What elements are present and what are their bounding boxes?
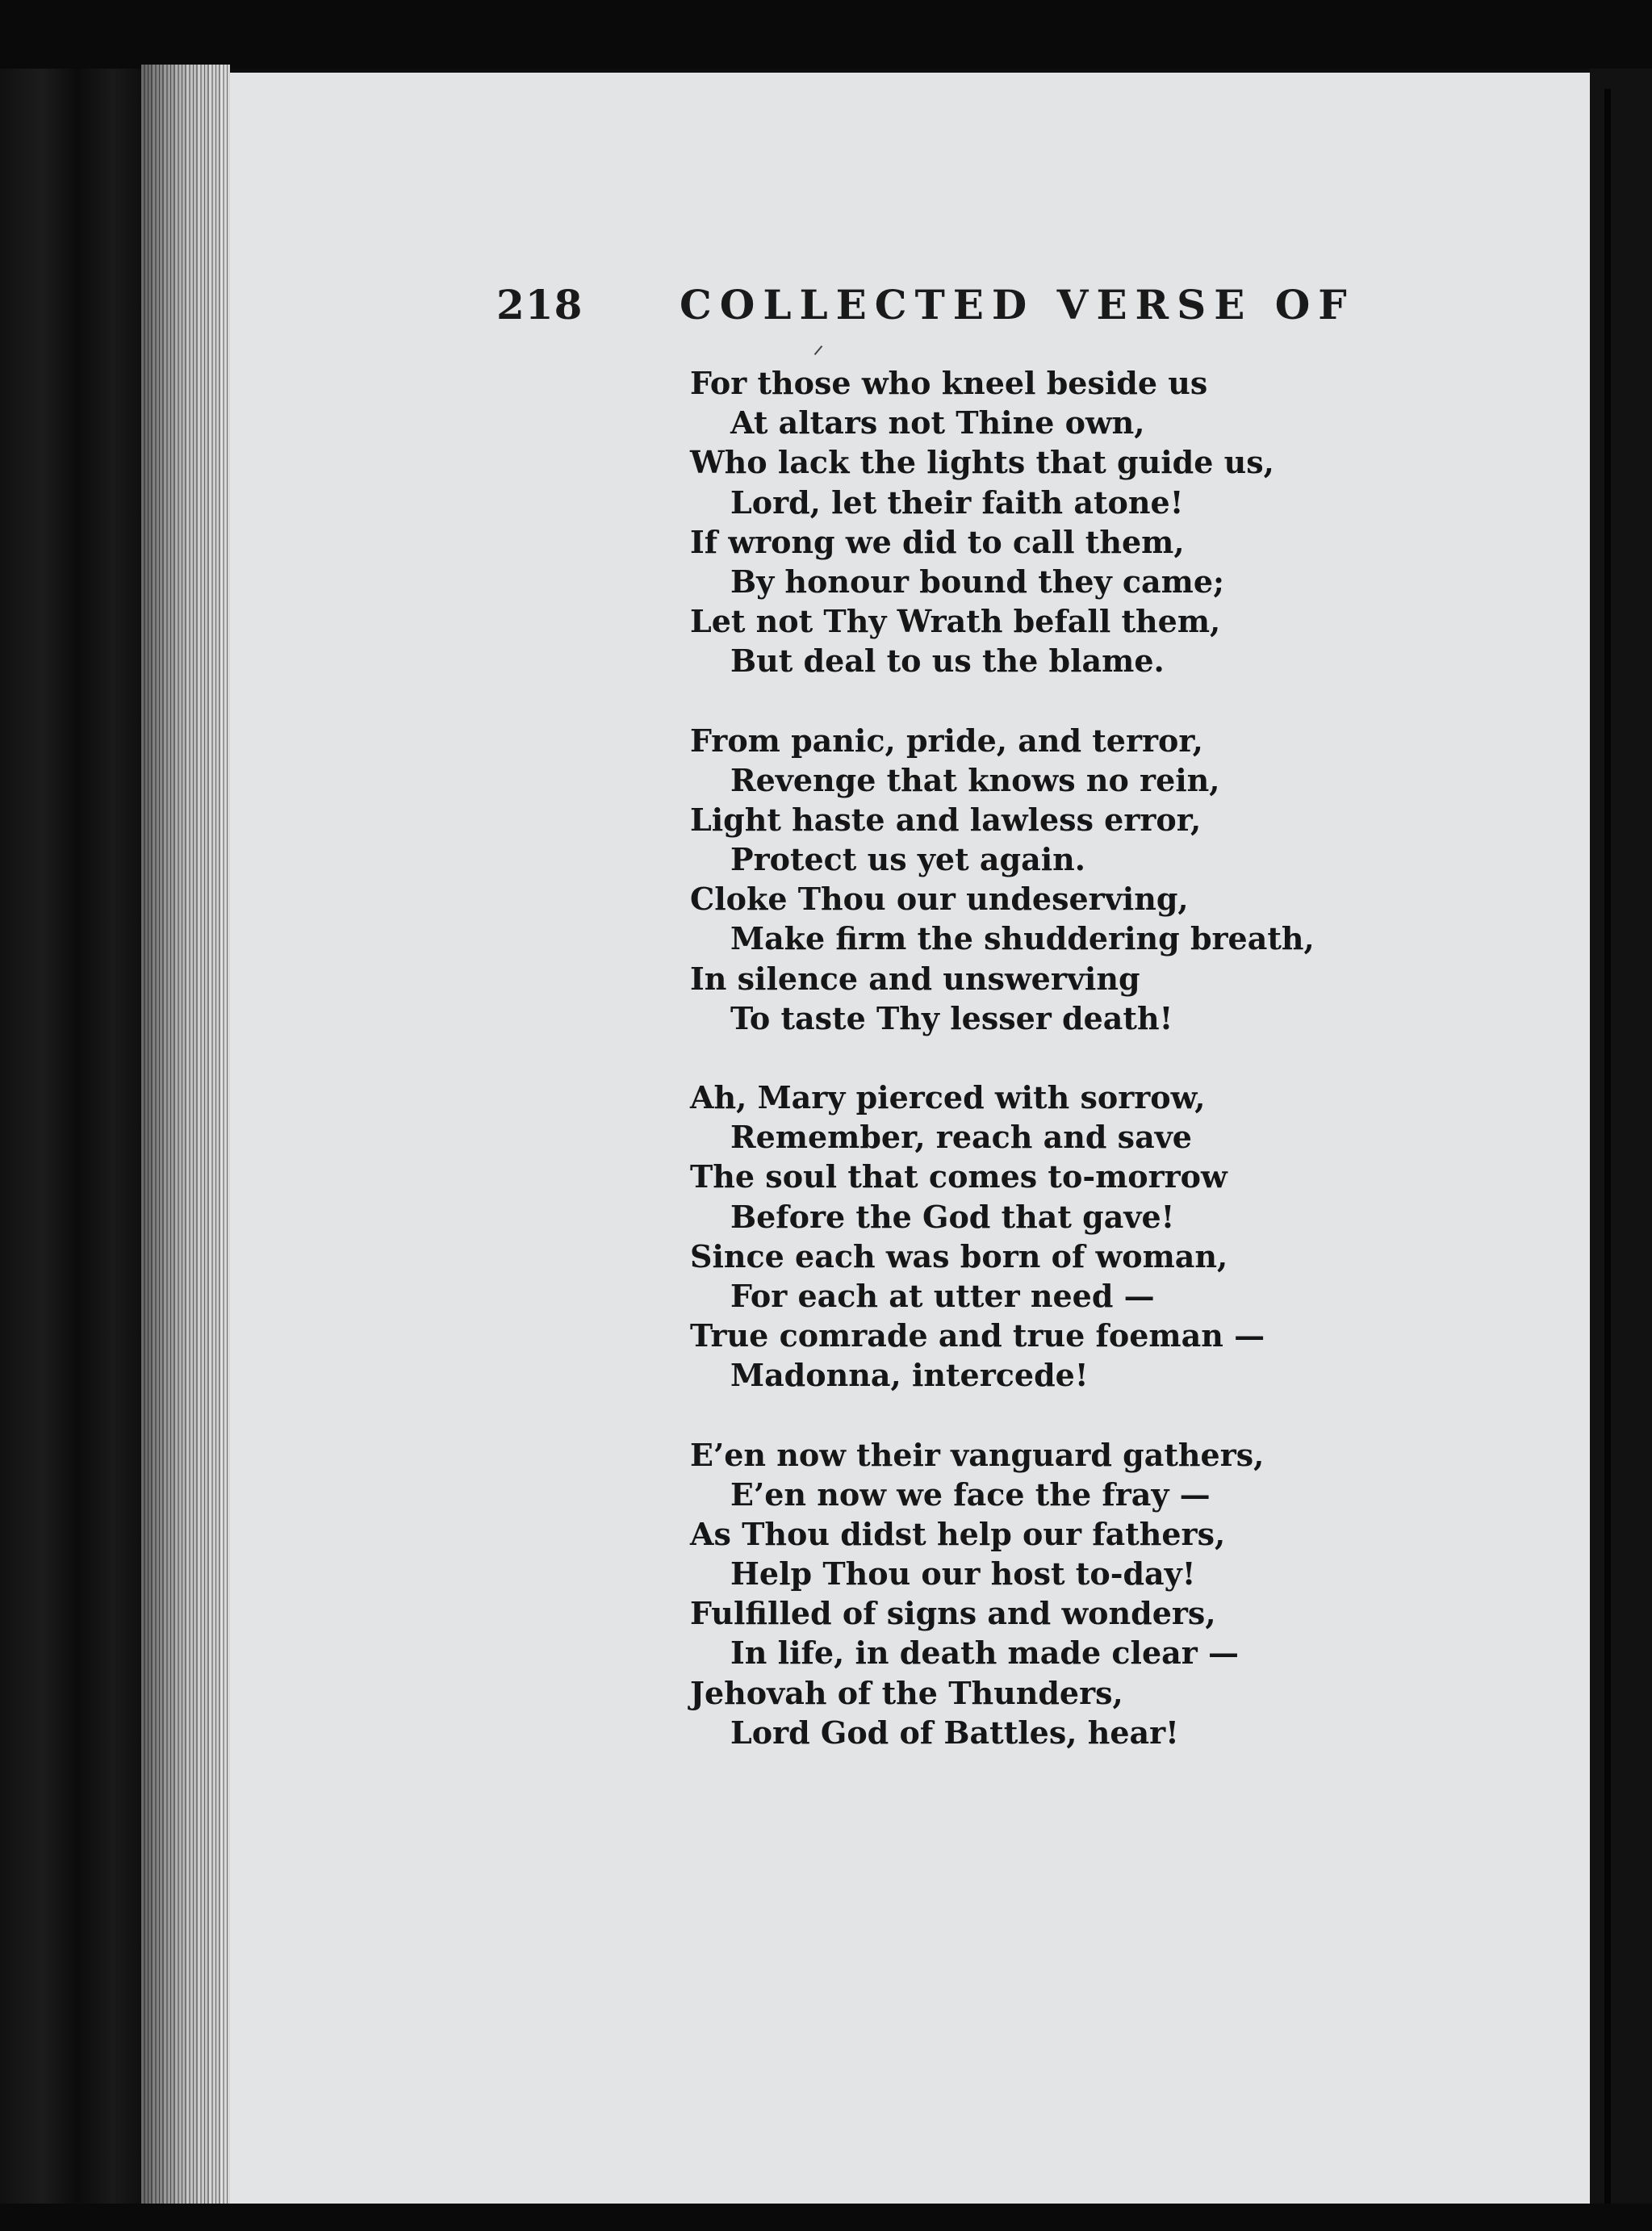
poem-line: In life, in death made clear — xyxy=(730,1635,1239,1672)
poem-line: Fulfilled of signs and wonders, xyxy=(690,1595,1216,1632)
poem-line: To taste Thy lesser death! xyxy=(730,999,1173,1036)
book-gutter-edge xyxy=(1604,89,1611,2204)
poem-line: By honour bound they came; xyxy=(730,563,1225,600)
book-page xyxy=(230,73,1590,2204)
poem-line: In silence and unswerving xyxy=(690,960,1140,997)
poem-body xyxy=(690,363,1578,1792)
poem-line: Make firm the shuddering breath, xyxy=(730,920,1315,957)
poem-line: Light haste and lawless error, xyxy=(690,801,1202,838)
poem-line: Who lack the lights that guide us, xyxy=(690,444,1274,481)
scan-right-margin xyxy=(1590,69,1652,2231)
poem-line: Protect us yet again. xyxy=(730,841,1085,878)
book-page-edges xyxy=(141,65,230,2212)
poem-line: Since each was born of woman, xyxy=(690,1237,1228,1275)
poem-line: Revenge that knows no rein, xyxy=(730,761,1220,798)
stanza xyxy=(690,363,1578,681)
poem-line: Help Thou our host to-day! xyxy=(730,1555,1196,1593)
poem-line: Madonna, intercede! xyxy=(730,1357,1089,1394)
poem-line: From panic, pride, and terror, xyxy=(690,722,1203,759)
page-number: 218 xyxy=(496,281,583,329)
poem-line: Jehovah of the Thunders, xyxy=(690,1674,1123,1711)
scan-top-border xyxy=(0,0,1652,69)
poem-line: For those who kneel beside us xyxy=(690,365,1208,401)
poem-line: True comrade and true foeman — xyxy=(690,1317,1265,1354)
poem-line: Lord God of Battles, hear! xyxy=(730,1714,1179,1751)
poem-line: But deal to us the blame. xyxy=(730,643,1165,680)
poem-line: The soul that comes to-morrow xyxy=(690,1158,1227,1195)
poem-line: E’en now we face the fray — xyxy=(730,1475,1211,1513)
stray-mark xyxy=(814,345,823,355)
stanza xyxy=(690,721,1578,1039)
running-head: COLLECTED VERSE OF xyxy=(680,281,1355,329)
poem-line: Before the God that gave! xyxy=(730,1198,1175,1235)
poem-line: As Thou didst help our fathers, xyxy=(690,1515,1226,1552)
poem-line: Ah, Mary pierced with sorrow, xyxy=(690,1079,1206,1116)
poem-line: If wrong we did to call them, xyxy=(690,523,1185,560)
scan-bottom-border xyxy=(0,2204,1652,2231)
poem-line: For each at utter need — xyxy=(730,1277,1155,1314)
poem-line: Lord, let their faith atone! xyxy=(730,483,1184,521)
scan-left-margin xyxy=(0,69,141,2231)
poem-line: Remember, reach and save xyxy=(730,1119,1192,1156)
stanza xyxy=(690,1435,1578,1753)
poem-line: E’en now their vanguard gathers, xyxy=(690,1436,1265,1473)
poem-line: At altars not Thine own, xyxy=(730,404,1145,442)
poem-line: Let not Thy Wrath befall them, xyxy=(690,603,1221,640)
stanza xyxy=(690,1078,1578,1396)
poem-line: Cloke Thou our undeserving, xyxy=(690,881,1189,918)
